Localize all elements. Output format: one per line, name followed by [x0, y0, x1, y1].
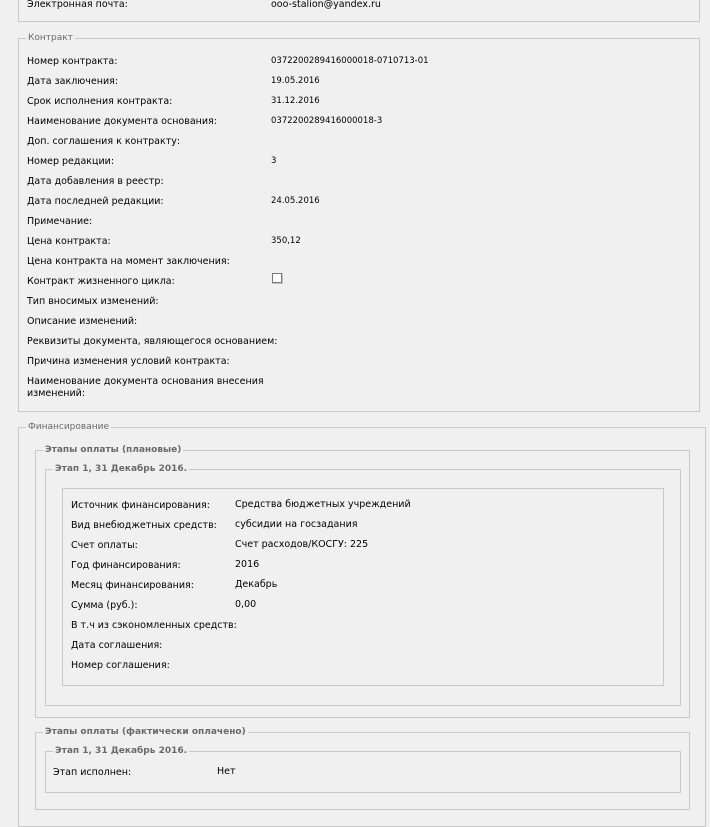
planned-stage-legend: Этап 1, 31 Декабрь 2016.: [55, 464, 188, 474]
row-value: 19.05.2016: [271, 76, 320, 86]
planned-row-label: Источник финансирования:: [71, 500, 210, 511]
actual-stage-1: [45, 746, 681, 793]
row-label: Срок исполнения контракта:: [27, 96, 173, 107]
planned-row-label: В т.ч из сэкономленных средств:: [71, 620, 237, 631]
actual-stage-legend: Этап 1, 31 Декабрь 2016.: [55, 746, 188, 756]
row-value: 3: [271, 156, 277, 166]
row-label: Тип вносимых изменений:: [27, 296, 159, 307]
planned-row-value: 2016: [235, 559, 260, 570]
email-label: Электронная почта:: [27, 0, 128, 10]
planned-stages-legend: Этапы оплаты (плановые): [45, 445, 182, 455]
planned-row-label: Месяц финансирования:: [71, 580, 194, 591]
planned-stages-section: [35, 445, 690, 718]
row-value: 350,12: [271, 236, 301, 246]
planned-stage-details: [62, 488, 664, 686]
row-label: Описание изменений:: [27, 316, 138, 327]
row-label: Дата добавления в реестр:: [27, 176, 164, 187]
planned-row-label: Счет оплаты:: [71, 540, 138, 551]
row-label: Дата последней редакции:: [27, 196, 164, 207]
row-value: 24.05.2016: [271, 196, 320, 206]
contract-section: [18, 33, 700, 412]
planned-row-value: субсидии на госзадания: [235, 519, 358, 530]
planned-row-label: Дата соглашения:: [71, 640, 163, 651]
row-label: Цена контракта:: [27, 236, 111, 247]
lifecycle-contract-checkbox[interactable]: [272, 273, 282, 283]
row-label: Номер редакции:: [27, 156, 115, 167]
row-label: изменений:: [27, 388, 86, 399]
row-value: 0372200289416000018-0710713-01: [271, 56, 429, 66]
actual-stages-legend: Этапы оплаты (фактически оплачено): [45, 727, 246, 737]
row-label: Примечание:: [27, 216, 93, 227]
planned-row-value: Счет расходов/КОСГУ: 225: [235, 539, 369, 550]
planned-row-value: Средства бюджетных учреждений: [235, 499, 411, 510]
financing-section: [18, 422, 706, 827]
row-label: Номер контракта:: [27, 56, 118, 67]
planned-row-value: 0,00: [235, 599, 257, 610]
row-value: 31.12.2016: [271, 96, 320, 106]
contacts-section: [18, 0, 700, 22]
planned-row-label: Год финансирования:: [71, 560, 181, 571]
financing-legend: Финансирование: [28, 422, 109, 432]
email-value: ooo-stalion@yandex.ru: [271, 0, 381, 10]
row-label: Контракт жизненного цикла:: [27, 276, 175, 287]
row-label: Наименование документа основания:: [27, 116, 217, 127]
planned-row-label: Номер соглашения:: [71, 660, 170, 671]
row-label: Дата заключения:: [27, 76, 119, 87]
stage-done-value: Нет: [217, 766, 236, 777]
planned-row-label: Вид внебюджетных средств:: [71, 520, 217, 531]
actual-stages-section: [35, 727, 690, 810]
row-label: Наименование документа основания внесения: [27, 376, 264, 387]
row-value: 0372200289416000018-3: [271, 116, 383, 126]
contract-legend: Контракт: [28, 33, 73, 43]
planned-row-value: Декабрь: [235, 579, 278, 590]
row-label: Причина изменения условий контракта:: [27, 356, 230, 367]
planned-row-label: Сумма (руб.):: [71, 600, 138, 611]
row-label: Цена контракта на момент заключения:: [27, 256, 230, 267]
row-label: Доп. соглашения к контракту:: [27, 136, 181, 147]
stage-done-label: Этап исполнен:: [53, 767, 132, 778]
planned-stage-1: [45, 464, 681, 706]
row-label: Реквизиты документа, являющегося основанием:: [27, 336, 278, 347]
